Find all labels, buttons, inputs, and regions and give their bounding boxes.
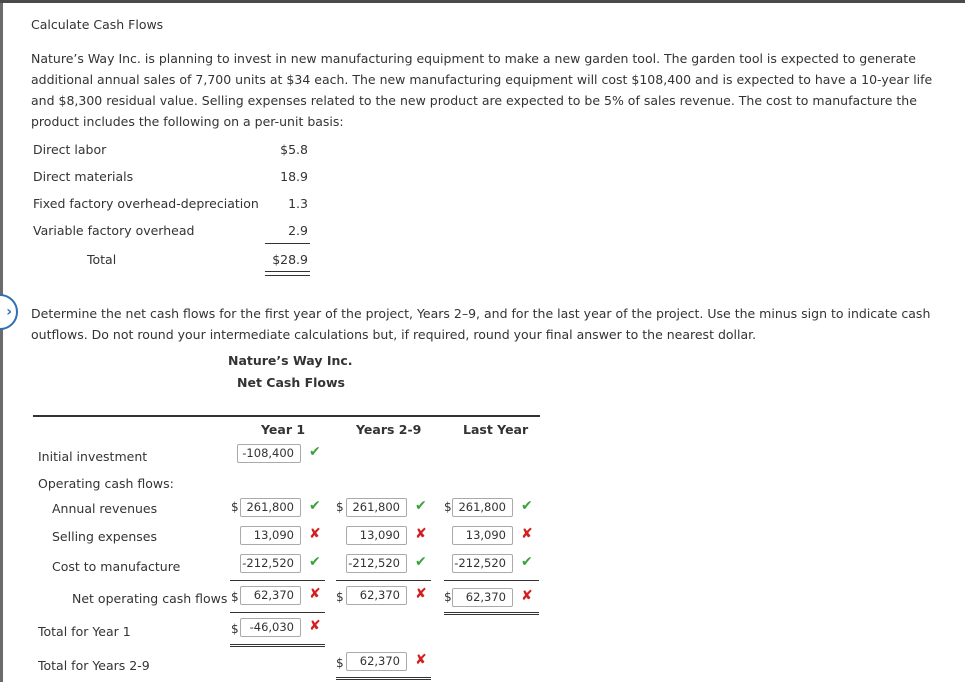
- cost-label: Variable factory overhead: [33, 223, 195, 238]
- cost-row: [33, 169, 323, 187]
- statement-title: Net Cash Flows: [237, 375, 345, 390]
- next-step-arrow-button[interactable]: [0, 294, 18, 330]
- subtotal-rule: [230, 580, 325, 581]
- cross-icon: ✘: [309, 618, 321, 634]
- row-label-cost-to-manufacture: Cost to manufacture: [52, 559, 181, 574]
- cross-icon: ✘: [415, 586, 427, 602]
- cost-row: [33, 223, 323, 241]
- top-border: [0, 0, 965, 3]
- subtotal-rule: [265, 243, 310, 244]
- total-double-rule: [265, 271, 310, 276]
- check-icon: ✔: [415, 554, 427, 570]
- cost-value: 1.3: [288, 196, 308, 211]
- cost-total-label: Total: [87, 252, 117, 267]
- operating-cash-flows-header: Operating cash flows:: [38, 476, 174, 491]
- cost-row: [33, 196, 323, 214]
- year1-double-rule: [230, 644, 325, 647]
- subtotal-rule: [444, 580, 539, 581]
- cost-value: 18.9: [280, 169, 308, 184]
- cost-value: 2.9: [288, 223, 308, 238]
- problem-description: Nature’s Way Inc. is planning to invest in new manufacturing equipment to make a new garden tool. The garden tool is expected to generate additional annual sales of 7,700 units at $34 each. The new manufacturing equipment will cost $108,400 and is expected to have a 10-year life and $8,300 residual value. Selling expenses related to the new product are expected to be 5% of sales revenue. The cost to manufacture the product includes the following on a per-unit basis:: [31, 51, 933, 129]
- cross-icon: ✘: [521, 588, 533, 604]
- cross-icon: ✘: [415, 526, 427, 542]
- annual-revenues-last-year-input[interactable]: 261,800: [452, 498, 513, 517]
- subtotal-rule: [230, 612, 325, 613]
- dollar-sign: $: [231, 590, 239, 604]
- cross-icon: ✘: [521, 526, 533, 542]
- chevron-right-icon: ›: [6, 304, 12, 320]
- cost-to-manufacture-years2-9-input[interactable]: -212,520: [346, 554, 407, 573]
- header-rule: [33, 415, 540, 417]
- selling-expenses-years2-9-input[interactable]: 13,090: [346, 526, 407, 545]
- check-icon: ✔: [521, 498, 533, 514]
- cost-row: [33, 142, 323, 160]
- cost-label: Direct labor: [33, 142, 107, 157]
- subtotal-rule: [336, 580, 431, 581]
- selling-expenses-last-year-input[interactable]: 13,090: [452, 526, 513, 545]
- row-label-selling-expenses: Selling expenses: [52, 529, 158, 544]
- net-operating-years2-9-input[interactable]: 62,370: [346, 586, 407, 605]
- initial-investment-year1-input[interactable]: -108,400: [237, 444, 301, 463]
- left-border: [0, 3, 3, 682]
- cost-label: Direct materials: [33, 169, 134, 184]
- cost-total-row: [33, 252, 323, 270]
- total-years2-9-input[interactable]: 62,370: [346, 652, 407, 671]
- column-header-year1: Year 1: [261, 422, 306, 437]
- cross-icon: ✘: [309, 586, 321, 602]
- dollar-sign: $: [231, 622, 239, 636]
- dollar-sign: $: [336, 500, 344, 514]
- instructions: Determine the net cash flows for the first year of the project, Years 2–9, and for the last year of the project. Use the minus sign to indicate cash outflows. Do not round your intermediate calculations but, if required, round your final answer to the nearest dollar.: [31, 306, 931, 342]
- annual-revenues-year1-input[interactable]: 261,800: [240, 498, 301, 517]
- cost-to-manufacture-last-year-input[interactable]: -212,520: [452, 554, 513, 573]
- cost-label: Fixed factory overhead-depreciation: [33, 196, 259, 211]
- question-title: Calculate Cash Flows: [31, 17, 164, 32]
- row-label-total-year1: Total for Year 1: [38, 624, 131, 639]
- annual-revenues-years2-9-input[interactable]: 261,800: [346, 498, 407, 517]
- row-label-net-operating-cash-flows: Net operating cash flows: [72, 591, 228, 606]
- dollar-sign: $: [231, 500, 239, 514]
- dollar-sign: $: [336, 656, 344, 670]
- net-operating-year1-input[interactable]: 62,370: [240, 586, 301, 605]
- check-icon: ✔: [309, 554, 321, 570]
- row-label-annual-revenues: Annual revenues: [52, 501, 158, 516]
- dollar-sign: $: [444, 500, 452, 514]
- check-icon: ✔: [415, 498, 427, 514]
- cost-to-manufacture-year1-input[interactable]: -212,520: [240, 554, 301, 573]
- total-year1-input[interactable]: -46,030: [240, 618, 301, 637]
- company-name: Nature’s Way Inc.: [228, 353, 353, 368]
- row-label-total-years2-9: Total for Years 2-9: [38, 658, 150, 673]
- cost-value: $5.8: [280, 142, 308, 157]
- cross-icon: ✘: [309, 526, 321, 542]
- check-icon: ✔: [309, 498, 321, 514]
- years2-9-double-rule: [336, 677, 431, 680]
- cost-total-value: $28.9: [272, 252, 308, 267]
- net-operating-last-year-input[interactable]: 62,370: [452, 588, 513, 607]
- column-header-last-year: Last Year: [463, 422, 529, 437]
- dollar-sign: $: [336, 590, 344, 604]
- selling-expenses-year1-input[interactable]: 13,090: [240, 526, 301, 545]
- check-icon: ✔: [309, 444, 321, 460]
- last-year-double-rule: [444, 612, 539, 615]
- dollar-sign: $: [444, 590, 452, 604]
- row-label-initial-investment: Initial investment: [38, 449, 148, 464]
- cross-icon: ✘: [415, 652, 427, 668]
- column-header-years2-9: Years 2-9: [356, 422, 422, 437]
- check-icon: ✔: [521, 554, 533, 570]
